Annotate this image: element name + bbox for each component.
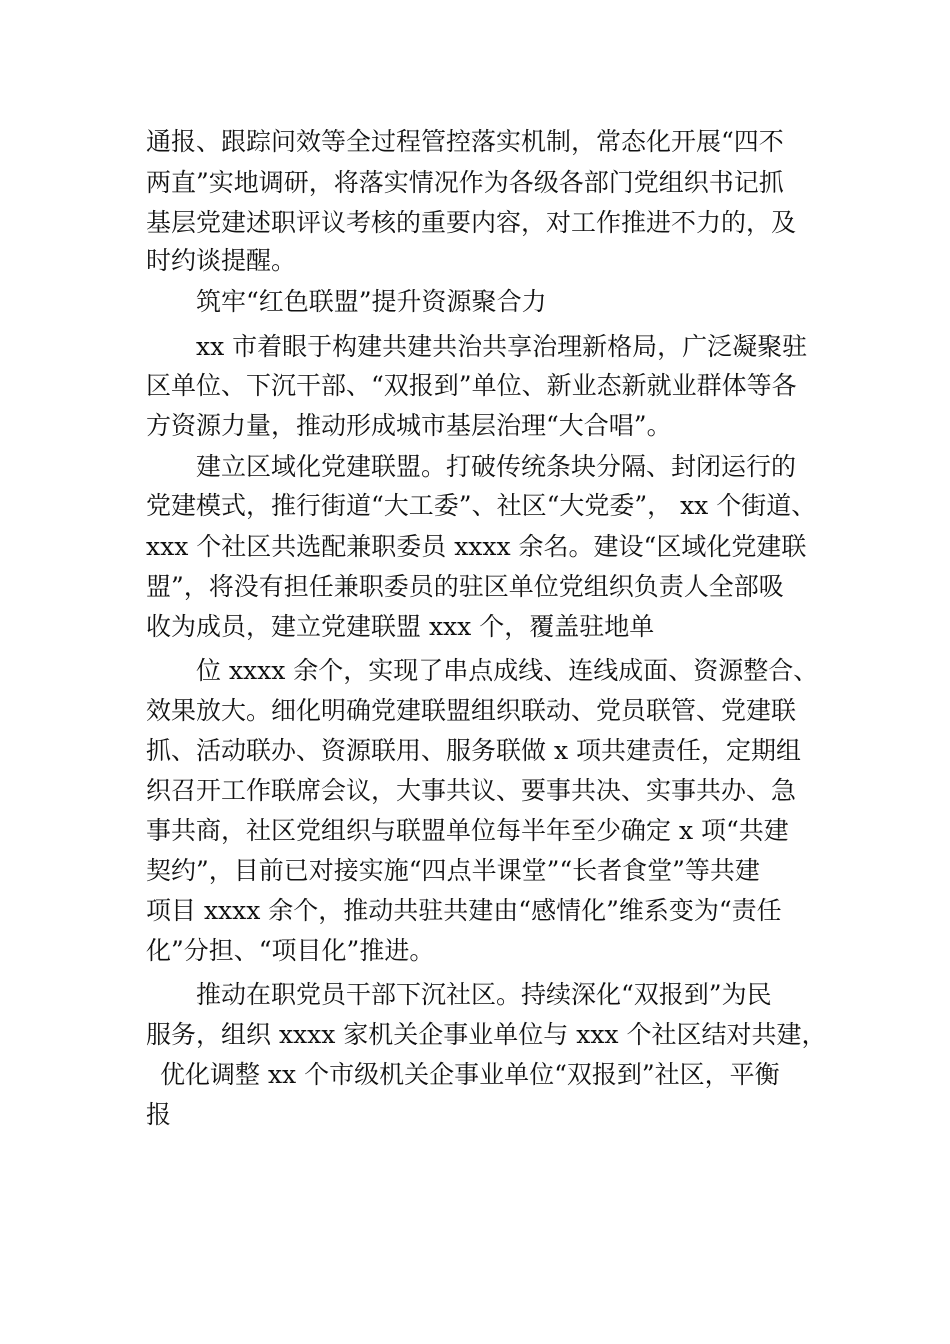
text-line: xx 市着眼于构建共建共治共享治理新格局，广泛凝聚驻: [196, 332, 808, 361]
text-line: 织召开工作联席会议，大事共议、要事共决、实事共办、急: [146, 776, 797, 805]
text-line: 方资源力量，推动形成城市基层治理“大合唱”。: [146, 411, 672, 440]
text-line: 建立区域化党建联盟。打破传统条块分隔、封闭运行的: [196, 452, 797, 481]
text-line: 收为成员，建立党建联盟 xxx 个，覆盖驻地单: [146, 612, 655, 641]
text-line: 时约谈提醒。: [146, 246, 297, 275]
text-line: 事共商，社区党组织与联盟单位每半年至少确定 x 项“共建: [146, 816, 789, 845]
text-line: 抓、活动联办、资源联用、服务联做 x 项共建责任，定期组: [146, 736, 801, 765]
text-line: 两直”实地调研，将落实情况作为各级各部门党组织书记抓: [146, 168, 784, 197]
text-line: 通报、跟踪问效等全过程管控落实机制，常态化开展“四不: [146, 127, 784, 156]
text-line: 优化调整 xx 个市级机关企事业单位“双报到”社区，平衡: [160, 1060, 780, 1089]
text-line: 位 xxxx 余个，实现了串点成线、连线成面、资源整合、: [196, 656, 819, 685]
text-line: 报: [146, 1100, 172, 1129]
text-line: 党建模式，推行街道“大工委”、社区“大党委”， xx 个街道、: [146, 491, 817, 520]
text-line: 化”分担、“项目化”推进。: [146, 936, 435, 965]
text-line: 效果放大。细化明确党建联盟组织联动、党员联管、党建联: [146, 696, 797, 725]
section-heading: 筑牢“红色联盟”提升资源聚合力: [196, 287, 547, 316]
text-line: xxx 个社区共选配兼职委员 xxxx 余名。建设“区域化党建联: [146, 532, 807, 561]
text-line: 项目 xxxx 余个，推动共驻共建由“感情化”维系变为“责任: [146, 896, 782, 925]
text-line: 契约”，目前已对接实施“四点半课堂”“长者食堂”等共建: [146, 856, 760, 885]
text-line: 基层党建述职评议考核的重要内容，对工作推进不力的，及: [146, 208, 797, 237]
text-line: 服务，组织 xxxx 家机关企事业单位与 xxx 个社区结对共建，: [146, 1020, 827, 1049]
text-line: 区单位、下沉干部、“双报到”单位、新业态新就业群体等各: [146, 371, 797, 400]
text-line: 盟”，将没有担任兼职委员的驻区单位党组织负责人全部吸: [146, 572, 784, 601]
text-line: 推动在职党员干部下沉社区。持续深化“双报到”为民: [196, 980, 772, 1009]
